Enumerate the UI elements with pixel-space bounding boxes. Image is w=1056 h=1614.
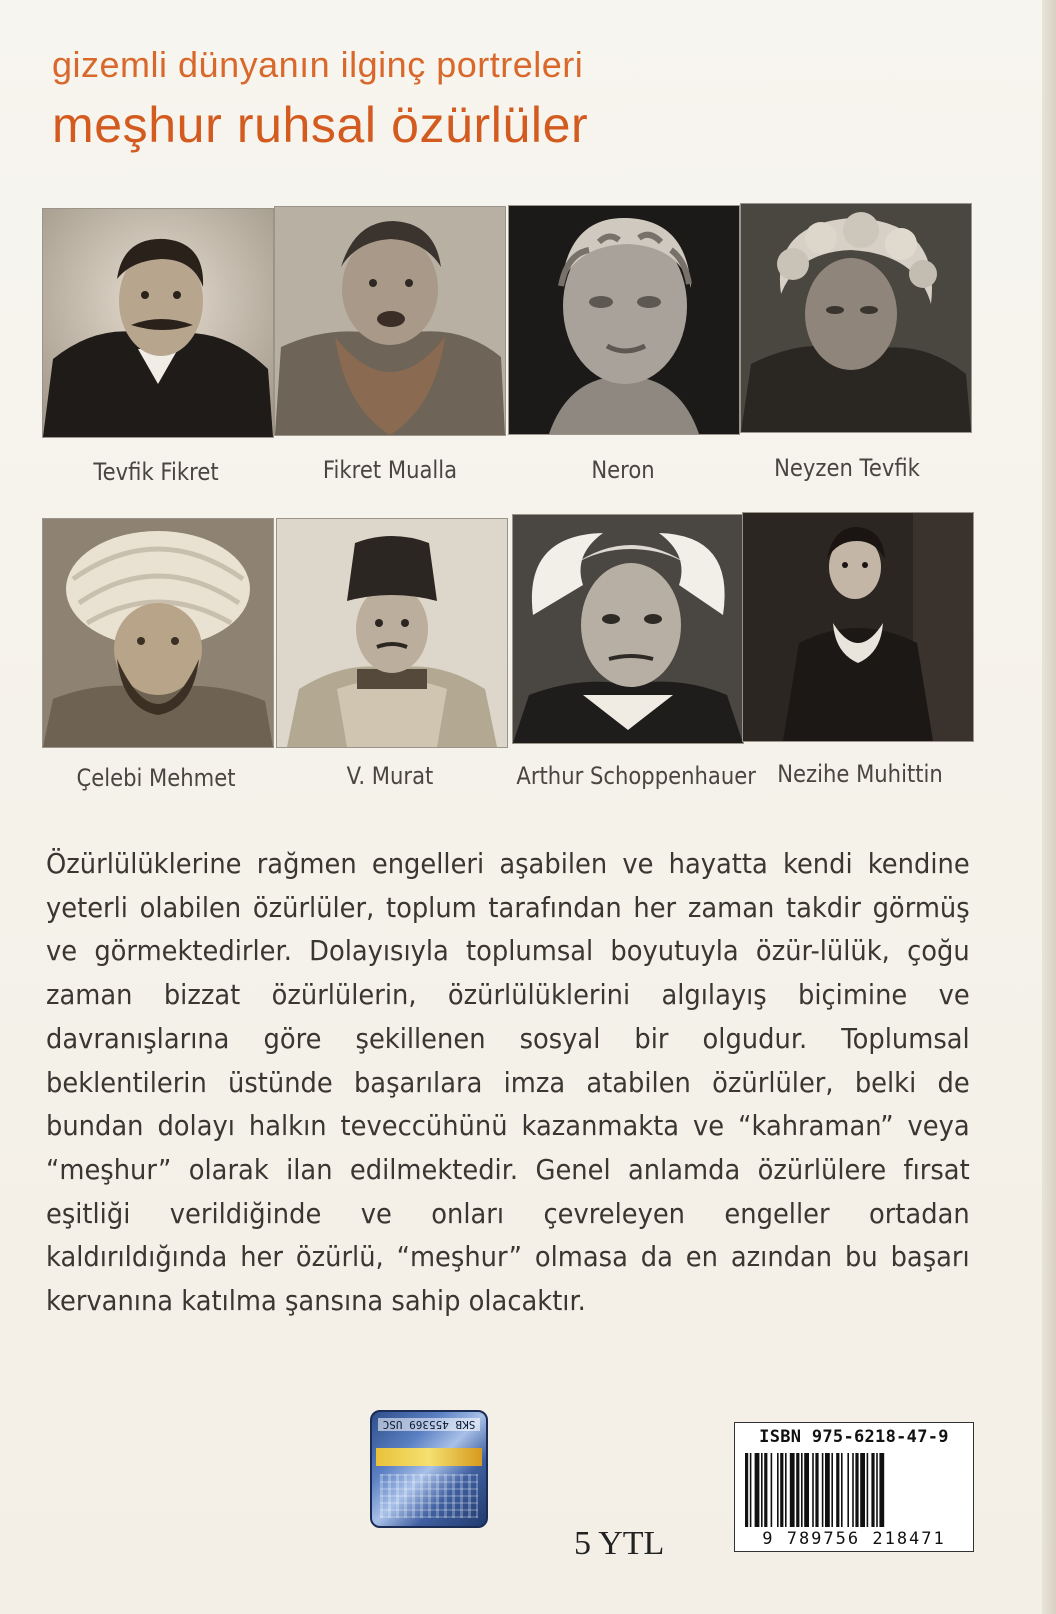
portrait-sultan-turban-icon [43,519,273,747]
portrait-woman-icon [743,513,973,741]
portrait-caption-2: Fikret Mualla [322,456,458,484]
portrait-caption-5: Çelebi Mehmet [76,764,236,792]
portrait-7 [512,514,744,744]
ean-number: 9 789756 218471 [762,1529,946,1549]
hologram-banderol-icon [370,1410,488,1528]
portrait-2 [274,206,506,436]
portrait-5 [42,518,274,748]
portrait-man-curly-hair-icon [741,204,971,432]
portrait-man-fez-icon [277,519,507,747]
portrait-caption-8: Nezihe Muhittin [777,760,943,788]
barcode-icon [745,1453,965,1527]
isbn-number: ISBN 975-6218-47-9 [759,1427,949,1447]
portrait-1 [42,208,274,438]
portrait-man-mustache-icon [43,209,273,437]
portrait-8 [742,512,974,742]
cover-title: meşhur ruhsal özürlüler [52,97,589,153]
banderol-code: SKB 455369 USC [378,1418,480,1431]
portrait-caption-7: Arthur Schoppenhauer [516,762,756,790]
banderol-band [376,1448,482,1466]
cover-description: Özürlülüklerine rağmen engelleri aşabilen ve hayatta kendi kendine yeterli olabilen özürlüler, toplum tarafından her zaman takdir görmüş ve görmektedirler. Dolayısıyla toplumsal boyutuyla özür-lülük, çoğu zaman bizzat özürlülerin, özürlülüklerini algılayış biçimine ve davranışlarına göre şekillenen sosyal bir olgudur. Toplumsal beklentilerin üstünde başarılara imza atabilen özürlüler, belki de bundan dolayı halkın teveccühünü kazanmakta ve “kahraman” veya “meşhur” olarak ilan edilmektedir. Genel anlamda özürlülere fırsat eşitliği verildiğinde ve onları çevreleyen engeller ortadan kaldırıldığında her özürlü, “meşhur” olmasa da en azından bu başarı kervanına katılma şansına sahip olacaktır. [46,847,970,1318]
portrait-man-scarf-icon [275,207,505,435]
portrait-caption-1: Tevfik Fikret [93,458,219,486]
banderol-pattern [380,1474,478,1518]
cover-edge [1042,0,1056,1614]
barcode-block [734,1422,974,1552]
portrait-4 [740,203,972,433]
portrait-caption-6: V. Murat [346,762,434,790]
price-label: 5 YTL [574,1525,665,1562]
portrait-caption-4: Neyzen Tevfik [774,454,920,482]
portrait-6 [276,518,508,748]
portrait-old-man-white-hair-icon [513,515,743,743]
portrait-3 [508,205,740,435]
portrait-statue-bust-icon [509,206,739,434]
cover-subtitle: gizemli dünyanın ilginç portreleri [52,44,584,85]
portrait-caption-3: Neron [591,456,655,484]
